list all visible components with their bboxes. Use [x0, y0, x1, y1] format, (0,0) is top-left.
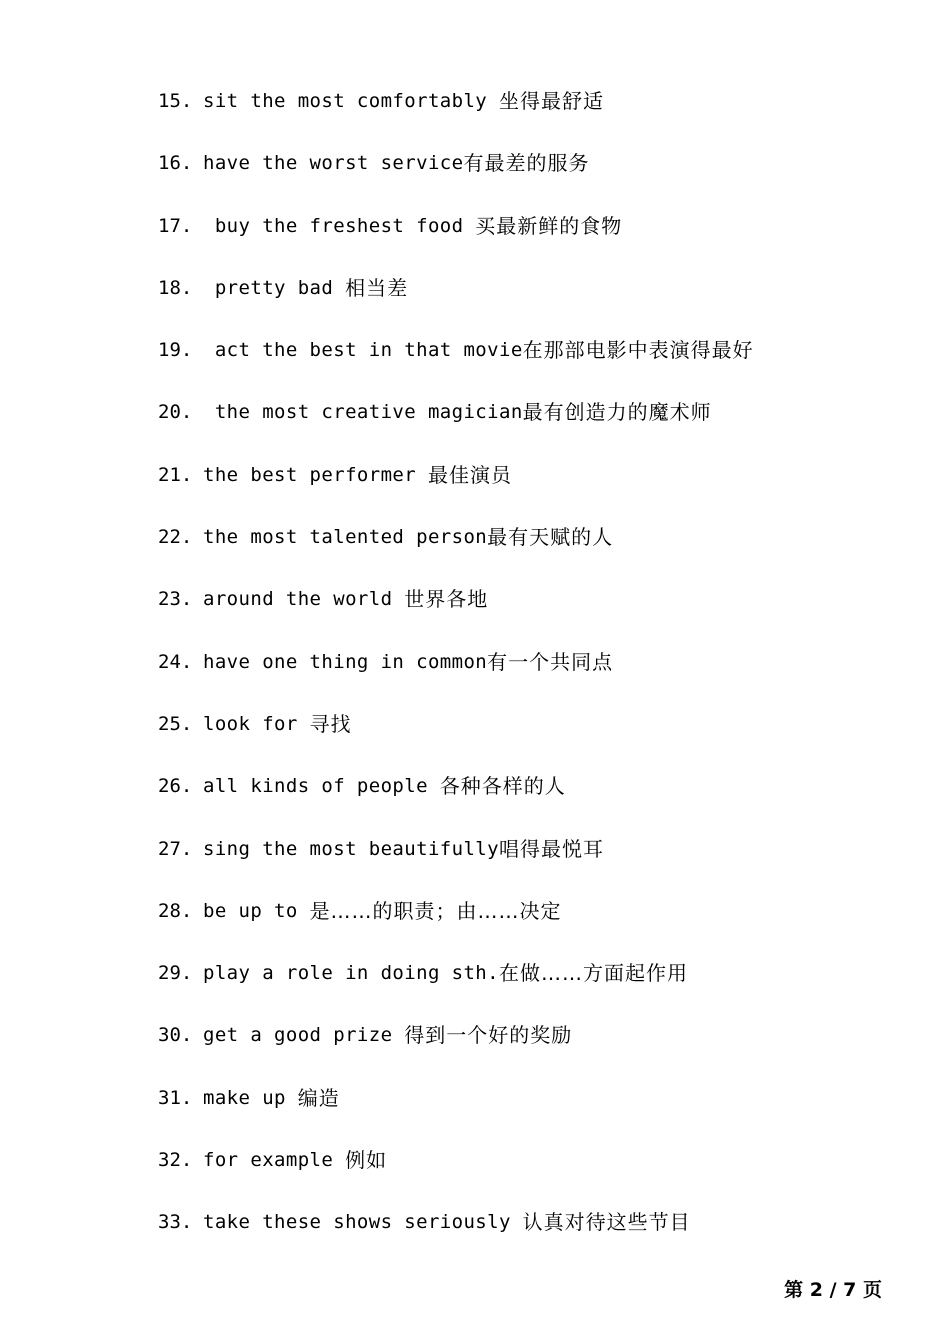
item-number: 31.	[158, 1086, 193, 1109]
english-phrase: for example	[203, 1149, 346, 1172]
chinese-gloss: 有一个共同点	[487, 649, 614, 674]
list-item	[158, 211, 878, 273]
list-item	[158, 958, 878, 1020]
list-item	[158, 335, 878, 397]
chinese-gloss: 唱得最悦耳	[498, 836, 604, 861]
chinese-gloss: 在做……方面起作用	[498, 961, 688, 986]
item-number: 19.	[158, 339, 193, 362]
page-number: 第 2 / 7 页	[784, 1279, 882, 1301]
item-number: 23.	[158, 588, 193, 611]
chinese-gloss: 相当差	[345, 275, 409, 300]
english-phrase: look for	[203, 712, 310, 735]
english-phrase: make up	[203, 1086, 298, 1109]
english-phrase: buy the freshest food	[203, 214, 476, 237]
list-item	[158, 1207, 878, 1269]
item-number: 15.	[158, 90, 193, 112]
english-phrase: have the worst service	[203, 152, 464, 175]
list-item	[158, 647, 878, 709]
english-phrase: the best performer	[203, 463, 428, 486]
chinese-gloss: 是……的职责；由……决定	[309, 898, 562, 923]
list-item	[158, 522, 878, 584]
english-phrase: play a role in doing sth.	[203, 962, 499, 985]
list-item	[158, 397, 878, 459]
item-number: 32.	[158, 1149, 193, 1172]
chinese-gloss: 编造	[297, 1085, 340, 1110]
item-number: 29.	[158, 962, 193, 985]
list-item	[158, 896, 878, 958]
list-item	[158, 460, 878, 522]
list-item	[158, 834, 878, 896]
chinese-gloss: 认真对待这些节目	[522, 1210, 691, 1235]
item-number: 30.	[158, 1024, 193, 1047]
list-item	[158, 1020, 878, 1082]
chinese-gloss: 最佳演员	[427, 462, 512, 487]
item-number: 28.	[158, 899, 193, 922]
chinese-gloss: 有最差的服务	[463, 151, 590, 176]
english-phrase: get a good prize	[203, 1024, 405, 1047]
english-phrase: all kinds of people	[203, 775, 440, 798]
item-number: 17.	[158, 214, 193, 237]
item-number: 16.	[158, 152, 193, 175]
chinese-gloss: 得到一个好的奖励	[404, 1023, 573, 1048]
item-number: 26.	[158, 775, 193, 798]
item-number: 33.	[158, 1211, 193, 1234]
english-phrase: sit the most comfortably	[203, 90, 499, 112]
item-number: 18.	[158, 276, 193, 299]
list-item	[158, 709, 878, 771]
chinese-gloss: 在那部电影中表演得最好	[522, 338, 754, 363]
item-number: 25.	[158, 712, 193, 735]
english-phrase: be up to	[203, 899, 310, 922]
english-phrase: around the world	[203, 588, 405, 611]
item-number: 27.	[158, 837, 193, 860]
list-item	[158, 273, 878, 335]
chinese-gloss: 世界各地	[404, 587, 489, 612]
item-number: 24.	[158, 650, 193, 673]
english-phrase: pretty bad	[203, 276, 346, 299]
chinese-gloss: 寻找	[309, 711, 352, 736]
english-phrase: the most creative magician	[203, 401, 523, 424]
list-item	[158, 1083, 878, 1145]
english-phrase: take these shows seriously	[203, 1211, 523, 1234]
item-number: 22.	[158, 526, 193, 549]
chinese-gloss: 买最新鲜的食物	[475, 213, 623, 238]
english-phrase: have one thing in common	[203, 650, 488, 673]
list-item	[158, 584, 878, 646]
chinese-gloss: 例如	[345, 1148, 388, 1173]
phrase-list	[158, 86, 878, 1270]
item-number: 20.	[158, 401, 193, 424]
list-item	[158, 86, 878, 148]
english-phrase: act the best in that movie	[203, 339, 523, 362]
english-phrase: the most talented person	[203, 526, 488, 549]
chinese-gloss: 最有天赋的人	[487, 525, 614, 550]
list-item	[158, 1145, 878, 1207]
english-phrase: sing the most beautifully	[203, 837, 499, 860]
item-number: 21.	[158, 463, 193, 486]
list-item	[158, 771, 878, 833]
chinese-gloss: 各种各样的人	[439, 774, 566, 799]
list-item	[158, 148, 878, 210]
chinese-gloss: 坐得最舒适	[498, 89, 604, 113]
chinese-gloss: 最有创造力的魔术师	[522, 400, 712, 425]
